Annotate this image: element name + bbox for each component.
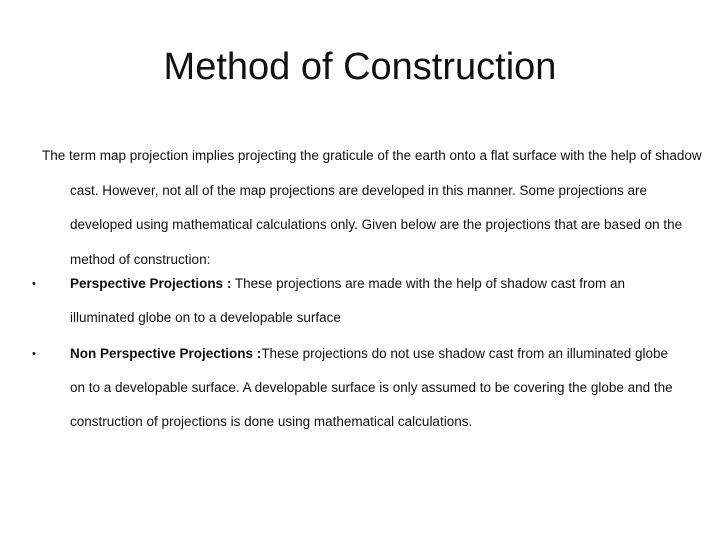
- bullet-term: Perspective Projections :: [70, 276, 232, 291]
- bullet-item-non-perspective: [32, 337, 680, 439]
- bullet-text: These projections are made with the help of shadow cast from an illuminated globe on to a developable surface: [70, 276, 626, 325]
- slide-title: Method of Construction: [163, 46, 557, 88]
- bullet-term: Non Perspective Projections :: [70, 346, 262, 361]
- intro-paragraph: The term map projection implies projecting the graticule of the earth onto a flat surface with the help of shadow cast. However, not all of the map projections are developed in this manner. Some projections are developed using mathematical calculations only. Given below are the projections that are based on the method of construction:: [42, 148, 702, 267]
- bullet-text: These projections do not use shadow cast from an illuminated globe on to a developable surface. A developable surface is only assumed to be covering the globe and the construction of projections is done using mathematical calculations.: [70, 346, 673, 429]
- bullet-item-perspective: [32, 267, 680, 335]
- bullet-dot: •: [32, 348, 36, 360]
- bullet-dot: •: [32, 278, 36, 290]
